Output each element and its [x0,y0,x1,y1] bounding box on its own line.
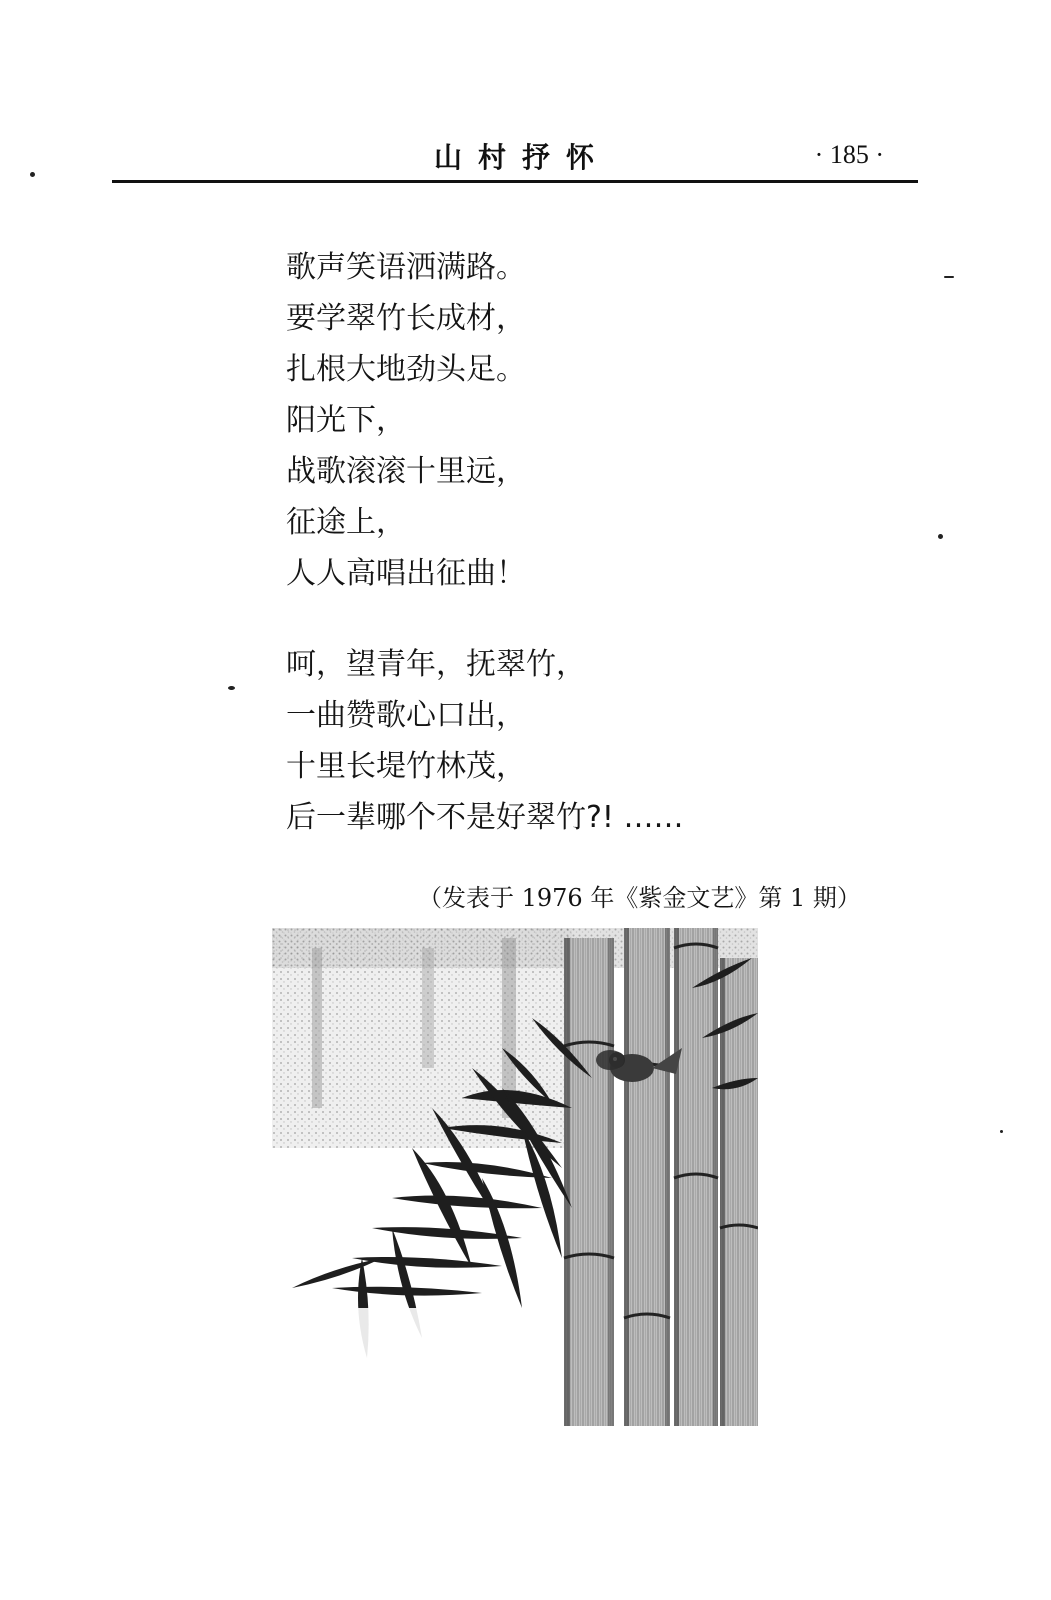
scan-speck [30,172,35,177]
verse-line: 战歌滚滚十里远， [286,454,526,489]
header-title: 山村抒怀 [434,141,611,174]
verse-line: 十里长堤竹林茂， [286,749,526,784]
verse-line: 征途上， [286,505,406,540]
scan-speck [944,276,954,278]
scan-speck [938,534,943,539]
publication-note: （发表于 1976 年《紫金文艺》第 1 期） [418,884,861,912]
verse-line: 呵，望青年，抚翠竹， [286,647,586,682]
verse-line: 人人高唱出征曲！ [286,556,526,591]
scan-speck [1000,1130,1003,1133]
verse-line: 歌声笑语洒满路。 [286,250,526,285]
verse-line: 扎根大地劲头足。 [286,352,526,387]
scan-speck [228,686,235,690]
verse-line: 一曲赞歌心口出， [286,698,526,733]
running-header [112,130,918,186]
bamboo-illustration [272,928,758,1426]
header-rule [112,180,918,183]
verse-line: 后一辈哪个不是好翠竹?! …… [286,800,684,835]
stanza-1 [286,242,846,599]
verse-line: 阳光下， [286,403,406,438]
stanza-2 [286,639,846,843]
bamboo-stalks [564,928,758,1426]
page-number: · 185 · [814,140,884,169]
verse-line: 要学翠竹长成材， [286,301,526,336]
poem-body [286,242,846,843]
